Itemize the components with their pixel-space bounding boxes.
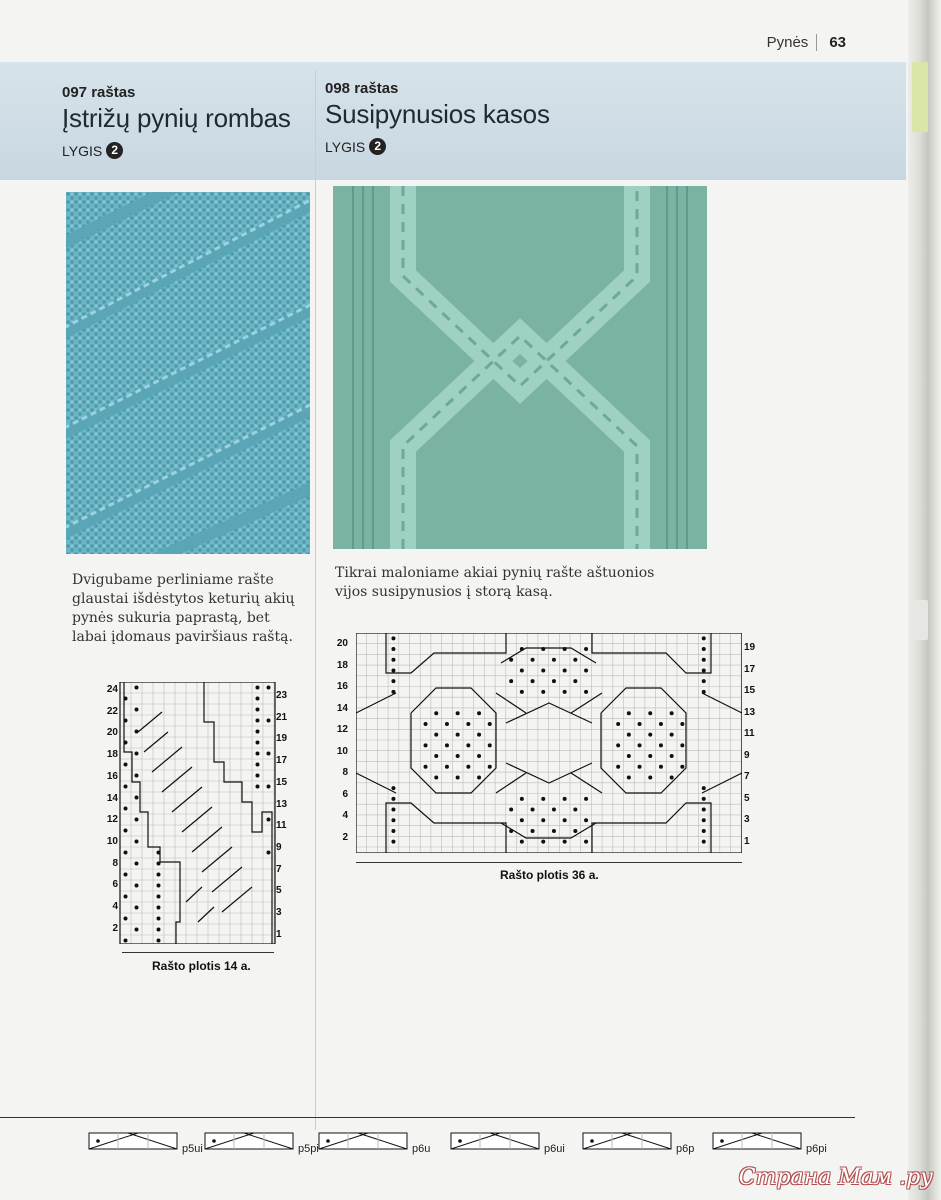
purl-dot bbox=[638, 743, 642, 747]
purl-dot bbox=[157, 928, 161, 932]
purl-dot bbox=[434, 711, 438, 715]
purl-dot bbox=[702, 840, 706, 844]
purl-dot bbox=[563, 668, 567, 672]
pattern-097-photo bbox=[66, 192, 310, 554]
purl-dot bbox=[531, 829, 535, 833]
purl-dot bbox=[616, 722, 620, 726]
purl-dot bbox=[391, 818, 395, 822]
purl-dot bbox=[157, 862, 161, 866]
purl-dot bbox=[702, 679, 706, 683]
legend-item bbox=[712, 1132, 827, 1155]
purl-dot bbox=[680, 765, 684, 769]
purl-dot bbox=[124, 763, 128, 767]
row-number: 11 bbox=[276, 820, 287, 832]
purl-dot bbox=[391, 658, 395, 662]
purl-dot bbox=[466, 765, 470, 769]
purl-dot bbox=[434, 775, 438, 779]
purl-dot bbox=[670, 733, 674, 737]
purl-dot bbox=[456, 754, 460, 758]
purl-dot bbox=[670, 711, 674, 715]
row-number: 17 bbox=[276, 755, 288, 767]
purl-dot bbox=[124, 719, 128, 723]
purl-dot bbox=[584, 797, 588, 801]
purl-dot bbox=[157, 884, 161, 888]
purl-dot bbox=[509, 679, 513, 683]
pattern-098-number: 098 raštas bbox=[325, 80, 399, 97]
row-number: 1 bbox=[276, 928, 282, 940]
purl-dot bbox=[541, 818, 545, 822]
row-number: 4 bbox=[112, 901, 118, 912]
row-number: 2 bbox=[342, 831, 348, 843]
purl-dot bbox=[391, 636, 395, 640]
cable-symbol-icon bbox=[318, 1132, 408, 1152]
purl-dot bbox=[135, 862, 139, 866]
purl-dot bbox=[267, 818, 271, 822]
purl-dot bbox=[584, 647, 588, 651]
purl-dot bbox=[702, 647, 706, 651]
purl-dot bbox=[267, 752, 271, 756]
pattern-097-chart-caption: Rašto plotis 14 a. bbox=[152, 959, 251, 973]
purl-dot bbox=[135, 708, 139, 712]
row-number: 5 bbox=[276, 885, 282, 897]
purl-dot bbox=[434, 733, 438, 737]
purl-dot bbox=[584, 690, 588, 694]
row-number: 9 bbox=[276, 841, 282, 853]
purl-dot bbox=[531, 679, 535, 683]
purl-dot bbox=[584, 668, 588, 672]
purl-dot bbox=[445, 722, 449, 726]
purl-dot bbox=[477, 754, 481, 758]
row-number: 15 bbox=[744, 685, 756, 696]
purl-dot bbox=[477, 711, 481, 715]
purl-dot bbox=[702, 829, 706, 833]
cable-symbol-icon bbox=[712, 1132, 802, 1152]
purl-dot bbox=[391, 647, 395, 651]
purl-dot bbox=[135, 928, 139, 932]
purl-dot bbox=[445, 743, 449, 747]
purl-dot bbox=[520, 840, 524, 844]
row-number: 19 bbox=[744, 642, 756, 653]
section-title: Pynės bbox=[767, 34, 818, 51]
row-number: 22 bbox=[106, 705, 118, 717]
purl-dot bbox=[124, 939, 128, 943]
row-number: 3 bbox=[744, 814, 750, 825]
purl-dot bbox=[256, 686, 260, 690]
purl-dot bbox=[488, 743, 492, 747]
purl-dot bbox=[256, 741, 260, 745]
purl-dot bbox=[702, 668, 706, 672]
purl-dot bbox=[434, 754, 438, 758]
purl-dot bbox=[573, 808, 577, 812]
purl-dot bbox=[391, 679, 395, 683]
row-number: 8 bbox=[112, 857, 118, 869]
purl-dot bbox=[520, 797, 524, 801]
row-number: 6 bbox=[342, 788, 348, 800]
row-number: 14 bbox=[336, 702, 348, 714]
row-number: 4 bbox=[342, 810, 348, 821]
purl-dot bbox=[616, 743, 620, 747]
purl-dot bbox=[391, 786, 395, 790]
purl-dot bbox=[124, 917, 128, 921]
pattern-098-heading bbox=[325, 80, 550, 155]
purl-dot bbox=[552, 808, 556, 812]
purl-dot bbox=[648, 711, 652, 715]
purl-dot bbox=[488, 765, 492, 769]
purl-dot bbox=[573, 658, 577, 662]
purl-dot bbox=[424, 743, 428, 747]
level-badge: 2 bbox=[106, 142, 123, 159]
row-number: 6 bbox=[112, 879, 118, 891]
row-number: 17 bbox=[744, 663, 756, 675]
legend-item bbox=[204, 1132, 319, 1155]
purl-dot bbox=[135, 730, 139, 734]
edge-tab bbox=[912, 600, 928, 640]
pattern-097-title: Įstrižų pynių rombas bbox=[62, 103, 291, 133]
purl-dot bbox=[135, 774, 139, 778]
purl-dot bbox=[157, 851, 161, 855]
row-number: 24 bbox=[106, 684, 118, 695]
legend-label: p6u bbox=[412, 1143, 431, 1155]
purl-dot bbox=[477, 775, 481, 779]
purl-dot bbox=[541, 797, 545, 801]
purl-dot bbox=[124, 829, 128, 833]
row-number: 10 bbox=[336, 745, 348, 757]
purl-dot bbox=[157, 873, 161, 877]
purl-dot bbox=[466, 722, 470, 726]
legend-label: p5pi bbox=[298, 1143, 319, 1155]
row-number: 2 bbox=[112, 922, 118, 934]
purl-dot bbox=[573, 829, 577, 833]
purl-dot bbox=[552, 679, 556, 683]
column-divider bbox=[315, 70, 316, 1130]
purl-dot bbox=[627, 733, 631, 737]
purl-dot bbox=[616, 765, 620, 769]
purl-dot bbox=[124, 741, 128, 745]
row-number: 16 bbox=[336, 681, 348, 692]
row-number: 20 bbox=[106, 727, 118, 739]
purl-dot bbox=[680, 722, 684, 726]
purl-dot bbox=[391, 668, 395, 672]
row-number: 12 bbox=[106, 814, 118, 826]
purl-dot bbox=[520, 668, 524, 672]
row-number: 7 bbox=[276, 863, 282, 875]
purl-dot bbox=[256, 763, 260, 767]
purl-dot bbox=[256, 697, 260, 701]
row-number: 1 bbox=[744, 835, 750, 847]
row-number: 11 bbox=[744, 728, 755, 739]
purl-dot bbox=[702, 818, 706, 822]
purl-dot bbox=[627, 711, 631, 715]
purl-dot bbox=[659, 765, 663, 769]
purl-dot bbox=[627, 754, 631, 758]
pattern-097-heading bbox=[62, 84, 291, 159]
purl-dot bbox=[135, 686, 139, 690]
purl-dot bbox=[135, 818, 139, 822]
purl-dot bbox=[702, 690, 706, 694]
purl-dot bbox=[563, 647, 567, 651]
purl-dot bbox=[424, 765, 428, 769]
row-number: 18 bbox=[106, 749, 118, 761]
purl-dot bbox=[157, 917, 161, 921]
purl-dot bbox=[531, 808, 535, 812]
purl-dot bbox=[638, 765, 642, 769]
purl-dot bbox=[648, 754, 652, 758]
width-arrow bbox=[122, 952, 274, 953]
purl-dot bbox=[267, 719, 271, 723]
purl-dot bbox=[702, 786, 706, 790]
purl-dot bbox=[659, 722, 663, 726]
page-header bbox=[767, 34, 846, 51]
purl-dot bbox=[702, 808, 706, 812]
purl-dot bbox=[445, 765, 449, 769]
level-label: LYGIS bbox=[325, 138, 366, 155]
purl-dot bbox=[541, 840, 545, 844]
row-number: 5 bbox=[744, 792, 750, 804]
purl-dot bbox=[552, 658, 556, 662]
purl-dot bbox=[157, 939, 161, 943]
footer-rule bbox=[0, 1117, 855, 1118]
cable-symbol-icon bbox=[88, 1132, 178, 1152]
purl-dot bbox=[488, 722, 492, 726]
purl-dot bbox=[584, 840, 588, 844]
page-number: 63 bbox=[829, 34, 846, 51]
purl-dot bbox=[541, 647, 545, 651]
purl-dot bbox=[456, 711, 460, 715]
purl-dot bbox=[124, 851, 128, 855]
purl-dot bbox=[702, 797, 706, 801]
purl-dot bbox=[124, 873, 128, 877]
row-number: 9 bbox=[744, 749, 750, 761]
purl-dot bbox=[124, 895, 128, 899]
legend-item bbox=[450, 1132, 565, 1155]
row-number: 18 bbox=[336, 659, 348, 671]
purl-dot bbox=[267, 851, 271, 855]
purl-dot bbox=[670, 754, 674, 758]
purl-dot bbox=[135, 906, 139, 910]
purl-dot bbox=[509, 808, 513, 812]
purl-dot bbox=[124, 697, 128, 701]
level-badge: 2 bbox=[369, 138, 386, 155]
purl-dot bbox=[573, 679, 577, 683]
purl-dot bbox=[477, 733, 481, 737]
row-number: 12 bbox=[336, 724, 348, 735]
purl-dot bbox=[267, 686, 271, 690]
purl-dot bbox=[124, 807, 128, 811]
purl-dot bbox=[563, 840, 567, 844]
pattern-098-chart-grid bbox=[356, 633, 742, 853]
purl-dot bbox=[520, 647, 524, 651]
legend-label: p6pi bbox=[806, 1143, 827, 1155]
row-number: 7 bbox=[744, 771, 750, 782]
purl-dot bbox=[627, 775, 631, 779]
pattern-097-level bbox=[62, 142, 291, 159]
purl-dot bbox=[584, 818, 588, 822]
purl-dot bbox=[670, 775, 674, 779]
cable-symbol-icon bbox=[204, 1132, 294, 1152]
purl-dot bbox=[157, 895, 161, 899]
pattern-098-title: Susipynusios kasos bbox=[325, 99, 550, 129]
watermark: Страна Мам .ру bbox=[738, 1165, 933, 1190]
purl-dot bbox=[456, 733, 460, 737]
purl-dot bbox=[135, 884, 139, 888]
purl-dot bbox=[563, 797, 567, 801]
level-label: LYGIS bbox=[62, 142, 103, 159]
edge-tab bbox=[912, 62, 928, 132]
pattern-098-chart bbox=[356, 633, 742, 853]
purl-dot bbox=[424, 722, 428, 726]
purl-dot bbox=[520, 690, 524, 694]
row-number: 8 bbox=[342, 767, 348, 778]
pattern-097-chart bbox=[102, 682, 292, 944]
row-number: 15 bbox=[276, 776, 288, 788]
row-number: 10 bbox=[106, 835, 118, 847]
pattern-098-level bbox=[325, 138, 550, 155]
purl-dot bbox=[509, 658, 513, 662]
purl-dot bbox=[531, 658, 535, 662]
pattern-097-number: 097 raštas bbox=[62, 84, 136, 101]
row-number: 14 bbox=[106, 792, 118, 804]
purl-dot bbox=[391, 797, 395, 801]
purl-dot bbox=[124, 785, 128, 789]
pattern-097-description: Dvigubame perliniame rašte glaustai išdėstytos keturių akių pynės sukuria paprastą, bet labai įdomaus paviršiaus raštą. bbox=[72, 572, 295, 645]
legend-label: p6ui bbox=[544, 1143, 565, 1155]
legend-item bbox=[582, 1132, 695, 1155]
row-number: 19 bbox=[276, 733, 288, 745]
pattern-098-description: Tikrai maloniame akiai pynių rašte aštuonios vijos susipynusios į storą kasą. bbox=[335, 565, 655, 600]
purl-dot bbox=[256, 774, 260, 778]
legend-item bbox=[88, 1132, 203, 1155]
purl-dot bbox=[391, 690, 395, 694]
pattern-097-chart-grid bbox=[102, 682, 292, 944]
cable-symbol-icon bbox=[582, 1132, 672, 1152]
purl-dot bbox=[135, 840, 139, 844]
purl-dot bbox=[267, 785, 271, 789]
legend-label: p5ui bbox=[182, 1143, 203, 1155]
legend-item bbox=[318, 1132, 431, 1155]
purl-dot bbox=[256, 708, 260, 712]
purl-dot bbox=[541, 690, 545, 694]
pattern-098-chart-caption: Rašto plotis 36 a. bbox=[500, 868, 599, 882]
purl-dot bbox=[391, 829, 395, 833]
purl-dot bbox=[563, 690, 567, 694]
purl-dot bbox=[256, 752, 260, 756]
row-number: 13 bbox=[276, 798, 288, 810]
purl-dot bbox=[256, 719, 260, 723]
purl-dot bbox=[520, 818, 524, 822]
pattern-098-photo bbox=[333, 186, 707, 549]
row-number: 20 bbox=[336, 638, 348, 649]
purl-dot bbox=[702, 636, 706, 640]
purl-dot bbox=[391, 808, 395, 812]
purl-dot bbox=[659, 743, 663, 747]
purl-dot bbox=[648, 775, 652, 779]
purl-dot bbox=[456, 775, 460, 779]
purl-dot bbox=[552, 829, 556, 833]
cable-symbol-icon bbox=[450, 1132, 540, 1152]
purl-dot bbox=[256, 785, 260, 789]
row-number: 21 bbox=[276, 711, 288, 723]
purl-dot bbox=[680, 743, 684, 747]
row-number: 16 bbox=[106, 770, 118, 782]
purl-dot bbox=[509, 829, 513, 833]
purl-dot bbox=[256, 730, 260, 734]
purl-dot bbox=[702, 658, 706, 662]
purl-dot bbox=[648, 733, 652, 737]
purl-dot bbox=[466, 743, 470, 747]
purl-dot bbox=[135, 752, 139, 756]
purl-dot bbox=[638, 722, 642, 726]
width-arrow bbox=[356, 862, 742, 863]
purl-dot bbox=[541, 668, 545, 672]
purl-dot bbox=[563, 818, 567, 822]
purl-dot bbox=[135, 796, 139, 800]
row-number: 13 bbox=[744, 706, 756, 718]
row-number: 3 bbox=[276, 907, 282, 918]
purl-dot bbox=[391, 840, 395, 844]
legend-label: p6p bbox=[676, 1143, 695, 1155]
row-number: 23 bbox=[276, 690, 288, 701]
purl-dot bbox=[157, 906, 161, 910]
